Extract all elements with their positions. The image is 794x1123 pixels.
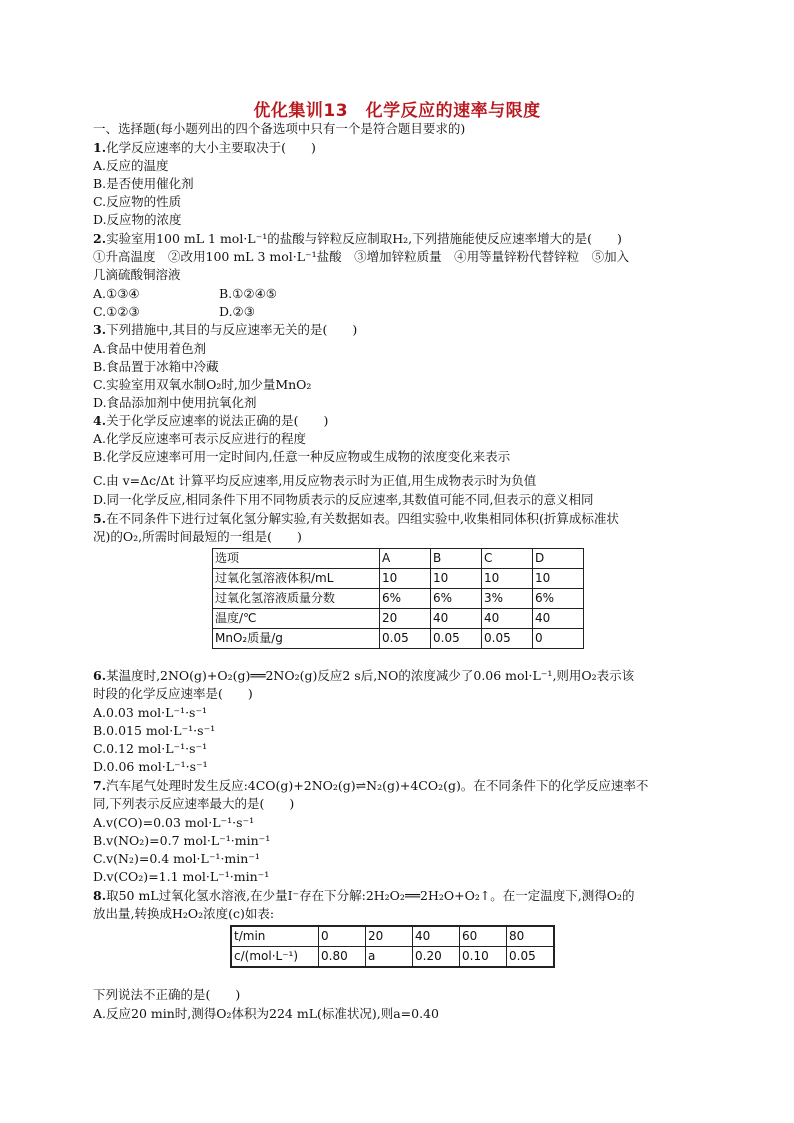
section-heading: 一、选择题(每小题列出的四个备选项中只有一个是符合题目要求的) (93, 121, 466, 136)
table-cell: 40 (431, 609, 482, 629)
table-cell: 40 (533, 609, 584, 629)
table-cell: 10 (431, 569, 482, 589)
q1-option-b: B.是否使用催化剂 (93, 176, 194, 191)
table-cell: 80 (507, 926, 555, 947)
table-cell: 10 (380, 569, 431, 589)
table-cell: 3% (482, 589, 533, 609)
table-row (213, 569, 584, 589)
q2-option-c: C.①②③ (93, 304, 140, 319)
q7-option-a: A.v(CO)=0.03 mol·L⁻¹·s⁻¹ (93, 815, 255, 830)
question-number: 1. (93, 140, 107, 155)
table-cell: 6% (533, 589, 584, 609)
q4-stem: 4.关于化学反应速率的说法正确的是( ) (93, 413, 329, 428)
question-number: 8. (93, 888, 107, 903)
q6-option-c: C.0.12 mol·L⁻¹·s⁻¹ (93, 741, 208, 756)
table-cell: 20 (380, 609, 431, 629)
question-number: 7. (93, 778, 107, 793)
table-cell: c/(mol·L⁻¹) (231, 947, 319, 968)
table-cell: D (533, 549, 584, 569)
table-cell: 选项 (213, 549, 380, 569)
q5-stem-line2: 况)的O₂,所需时间最短的一组是( ) (93, 529, 302, 544)
q2-options-line2: 几滴硫酸铜溶液 (93, 267, 181, 282)
table-cell: 温度/℃ (213, 609, 380, 629)
page-title: 优化集训13 化学反应的速率与限度 (253, 101, 541, 121)
question-number: 4. (93, 413, 107, 428)
q3-option-c: C.实验室用双氧水制O₂时,加少量MnO₂ (93, 377, 312, 392)
table-cell: t/min (231, 926, 319, 947)
q3-option-b: B.食品置于冰箱中冷藏 (93, 359, 219, 374)
table-cell: 0 (319, 926, 366, 947)
q6-option-b: B.0.015 mol·L⁻¹·s⁻¹ (93, 723, 216, 738)
table-cell: 0.05 (507, 947, 555, 968)
q2-option-a: A.①③④ (93, 286, 140, 301)
q4-option-b: B.化学反应速率可用一定时间内,任意一种反应物或生成物的浓度变化来表示 (93, 449, 511, 464)
table-row (231, 926, 554, 947)
table-cell: 40 (413, 926, 460, 947)
table-cell: MnO₂质量/g (213, 629, 380, 649)
table-cell: 6% (380, 589, 431, 609)
q4-option-c: C.由 v=Δc/Δt 计算平均反应速率,用反应物表示时为正值,用生成物表示时为负值 (93, 473, 537, 488)
q8-stem-line1: 8.取50 mL过氧化氢水溶液,在少量I⁻存在下分解:2H₂O₂══2H₂O+O₂↑。在一定温度下,测得O₂的 (93, 888, 635, 903)
q6-option-d: D.0.06 mol·L⁻¹·s⁻¹ (93, 759, 208, 774)
q1-option-a: A.反应的温度 (93, 158, 169, 173)
q7-option-c: C.v(N₂)=0.4 mol·L⁻¹·min⁻¹ (93, 851, 260, 866)
q2-options-line1: ①升高温度 ②改用100 mL 3 mol·L⁻¹盐酸 ③增加锌粒质量 ④用等量锌粉代替锌粒 ⑤加入 (93, 249, 630, 264)
q2-option-d: D.②③ (219, 304, 255, 319)
table-cell: 60 (460, 926, 507, 947)
q4-option-a: A.化学反应速率可表示反应进行的程度 (93, 431, 307, 446)
table-cell: 0.05 (431, 629, 482, 649)
question-number: 6. (93, 668, 107, 683)
table-row (213, 589, 584, 609)
table-cell: 0.05 (482, 629, 533, 649)
table-cell: 0.20 (413, 947, 460, 968)
q1-option-c: C.反应物的性质 (93, 194, 182, 209)
q6-option-a: A.0.03 mol·L⁻¹·s⁻¹ (93, 705, 208, 720)
q6-stem-line2: 时段的化学反应速率是( ) (93, 686, 253, 701)
q5-data-table (212, 548, 584, 649)
table-cell: B (431, 549, 482, 569)
q7-option-d: D.v(CO₂)=1.1 mol·L⁻¹·min⁻¹ (93, 869, 270, 884)
table-cell: 0.05 (380, 629, 431, 649)
table-row (213, 549, 584, 569)
q8-prompt: 下列说法不正确的是( ) (93, 987, 241, 1002)
table-cell: A (380, 549, 431, 569)
table-cell: 10 (482, 569, 533, 589)
table-cell: 0 (533, 629, 584, 649)
q3-option-a: A.食品中使用着色剂 (93, 341, 207, 356)
table-cell: 0.10 (460, 947, 507, 968)
table-cell: 6% (431, 589, 482, 609)
table-cell: 20 (366, 926, 413, 947)
table-cell: 过氧化氢溶液体积/mL (213, 569, 380, 589)
table-cell: 40 (482, 609, 533, 629)
q4-option-d: D.同一化学反应,相同条件下用不同物质表示的反应速率,其数值可能不同,但表示的意义相同 (93, 492, 594, 507)
q7-option-b: B.v(NO₂)=0.7 mol·L⁻¹·min⁻¹ (93, 833, 271, 848)
q3-option-d: D.食品添加剂中使用抗氧化剂 (93, 395, 257, 410)
q2-stem: 2.实验室用100 mL 1 mol·L⁻¹的盐酸与锌粒反应制取H₂,下列措施能使反应速率增大的是( ) (93, 231, 622, 246)
q1-option-d: D.反应物的浓度 (93, 212, 182, 227)
table-row (213, 609, 584, 629)
q3-stem: 3.下列措施中,其目的与反应速率无关的是( ) (93, 322, 358, 337)
q8-option-a: A.反应20 min时,测得O₂体积为224 mL(标准状况),则a=0.40 (93, 1006, 439, 1021)
table-cell: 0.80 (319, 947, 366, 968)
q7-stem-line2: 同,下列表示反应速率最大的是( ) (93, 796, 295, 811)
table-row (231, 947, 554, 968)
table-cell: a (366, 947, 413, 968)
question-number: 2. (93, 231, 107, 246)
table-cell: C (482, 549, 533, 569)
q1-stem: 1.化学反应速率的大小主要取决于( ) (93, 140, 316, 155)
question-number: 5. (93, 511, 107, 526)
table-cell: 10 (533, 569, 584, 589)
question-number: 3. (93, 322, 107, 337)
table-cell: 过氧化氢溶液质量分数 (213, 589, 380, 609)
q5-stem-line1: 5.在不同条件下进行过氧化氢分解实验,有关数据如表。四组实验中,收集相同体积(折算成标准状 (93, 511, 619, 526)
q6-stem-line1: 6.某温度时,2NO(g)+O₂(g)══2NO₂(g)反应2 s后,NO的浓度减少了0.06 mol·L⁻¹,则用O₂表示该 (93, 668, 635, 683)
q7-stem-line1: 7.汽车尾气处理时发生反应:4CO(g)+2NO₂(g)⇌N₂(g)+4CO₂(g)。在不同条件下的化学反应速率不 (93, 778, 649, 793)
q8-data-table (230, 925, 555, 968)
q8-stem-line2: 放出量,转换成H₂O₂浓度(c)如表: (93, 906, 275, 921)
q2-option-b: B.①②④⑤ (219, 286, 277, 301)
table-row (213, 629, 584, 649)
